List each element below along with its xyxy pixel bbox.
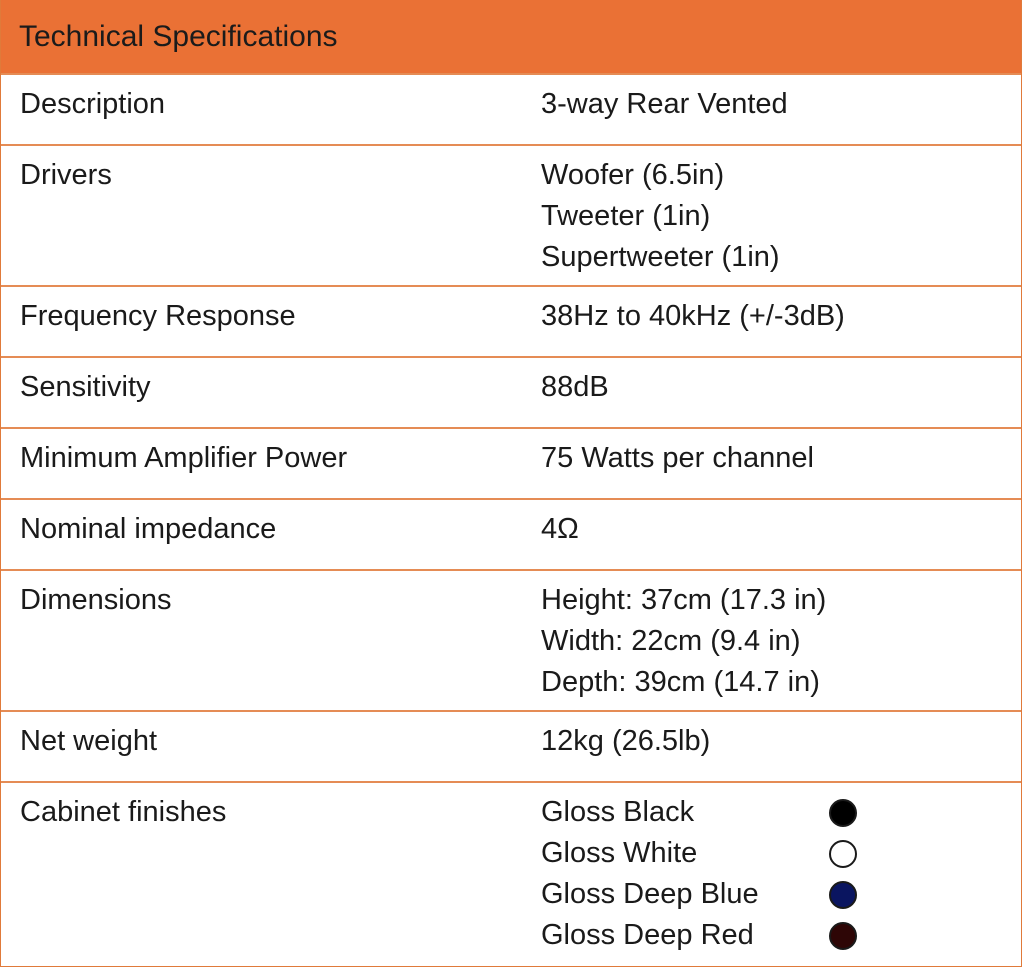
value-line: Height: 37cm (17.3 in)	[541, 584, 827, 616]
value-line: 12kg (26.5lb)	[541, 725, 711, 757]
finish-item	[541, 874, 1021, 915]
value-line: Woofer (6.5in)	[541, 159, 725, 191]
table-row-impedance	[1, 498, 1021, 569]
value-line: Tweeter (1in)	[541, 200, 711, 232]
table-row-dimensions	[1, 569, 1021, 710]
table-row-drivers	[1, 144, 1021, 285]
finish-name: Gloss White	[541, 837, 698, 869]
finish-name: Gloss Deep Red	[541, 919, 754, 951]
value-line: Depth: 39cm (14.7 in)	[541, 666, 820, 698]
table-row-cabinet-finishes	[1, 781, 1021, 966]
finish-name: Gloss Deep Blue	[541, 878, 759, 910]
row-value	[541, 712, 1021, 781]
table-row-description	[1, 73, 1021, 144]
finish-item	[541, 915, 1021, 956]
row-value	[541, 146, 1021, 285]
table-header	[1, 0, 1021, 73]
finish-item	[541, 833, 1021, 874]
row-value	[541, 500, 1021, 569]
row-value	[541, 75, 1021, 144]
table-row-sensitivity	[1, 356, 1021, 427]
value-line: 88dB	[541, 371, 609, 403]
color-swatch-white	[829, 840, 857, 868]
table-row-net-weight	[1, 710, 1021, 781]
table-title: Technical Specifications	[19, 19, 338, 53]
value-line: 4Ω	[541, 513, 579, 545]
color-swatch-black	[829, 799, 857, 827]
value-line: 75 Watts per channel	[541, 442, 814, 474]
finish-name: Gloss Black	[541, 796, 695, 828]
row-value	[541, 287, 1021, 356]
row-label: Dimensions	[20, 584, 172, 616]
value-line: 38Hz to 40kHz (+/-3dB)	[541, 300, 845, 332]
row-label: Frequency Response	[20, 300, 296, 332]
table-row-amplifier-power	[1, 427, 1021, 498]
row-value	[541, 358, 1021, 427]
color-swatch-deep-blue	[829, 881, 857, 909]
color-swatch-deep-red	[829, 922, 857, 950]
row-value	[541, 571, 1021, 710]
row-label: Drivers	[20, 159, 112, 191]
row-label: Cabinet finishes	[20, 796, 227, 828]
value-line: 3-way Rear Vented	[541, 88, 788, 120]
row-value	[541, 783, 1021, 966]
row-label: Net weight	[20, 725, 158, 757]
table-row-frequency-response	[1, 285, 1021, 356]
row-label: Nominal impedance	[20, 513, 277, 545]
row-label: Minimum Amplifier Power	[20, 442, 348, 474]
row-label: Description	[20, 88, 166, 120]
row-value	[541, 429, 1021, 498]
value-line: Width: 22cm (9.4 in)	[541, 625, 801, 657]
row-label: Sensitivity	[20, 371, 151, 403]
value-line: Supertweeter (1in)	[541, 241, 780, 273]
finish-item	[541, 792, 1021, 833]
